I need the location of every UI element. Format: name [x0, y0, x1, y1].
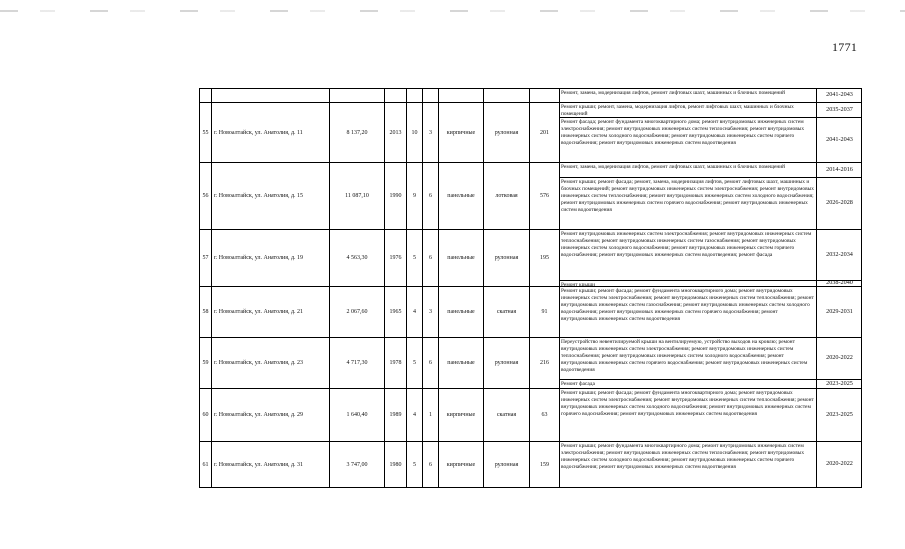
works-description: Ремонт фасада; ремонт фундамента многоквартирного дома; ремонт внутридомовых инженерных систем электроснабжения; ремонт внутридомовых инженерных систем теплоснабжения; ремонт внутридомовых инженерных систем холодного водоснабжения; ремонт внутридомовых инженерных систем горячего водоснабжения; ремонт внутридомовых инженерных систем водоотведения [560, 118, 817, 163]
address-cell: г. Новоалтайск, ул. Анатолия, д. 21 [212, 287, 330, 338]
works-description: Ремонт крыши; ремонт фундамента многоквартирного дома; ремонт внутридомовых инженерных систем электроснабжения; ремонт внутридомовых инженерных систем теплоснабжения; ремонт внутридомовых инженерных систем холодного водоснабжения; ремонт внутридомовых инженерных систем горячего водоснабжения; ремонт внутридомовых инженерных систем водоотведения [560, 442, 817, 487]
works-period: 2041-2043 [817, 118, 862, 163]
year-cell: 1989 [385, 389, 407, 442]
works-period: 2029-2031 [817, 287, 862, 338]
apartments-cell: 195 [530, 230, 560, 287]
address-cell: г. Новоалтайск, ул. Анатолия, д. 19 [212, 230, 330, 287]
apartments-cell: 201 [530, 103, 560, 163]
row-number: 56 [200, 163, 212, 230]
entrances-cell: 6 [423, 163, 439, 230]
row-number [200, 89, 212, 103]
area-cell: 4 717,30 [330, 338, 385, 389]
apartments-cell: 576 [530, 163, 560, 230]
roof-cell: рулонная [484, 230, 530, 287]
works-description: Ремонт фасада [560, 380, 817, 389]
works-period: 2038-2040 [817, 281, 862, 287]
year-cell: 2013 [385, 103, 407, 163]
row-number: 61 [200, 442, 212, 487]
floors-cell: 5 [407, 338, 423, 389]
entrances-cell [423, 89, 439, 103]
apartments-cell: 91 [530, 287, 560, 338]
works-description: Ремонт, замена, модернизация лифтов, ремонт лифтовых шахт, машинных и блочных помещений [560, 163, 817, 178]
address-cell [212, 89, 330, 103]
roof-cell [484, 89, 530, 103]
area-cell [330, 89, 385, 103]
entrances-cell: 3 [423, 287, 439, 338]
year-cell: 1980 [385, 442, 407, 487]
floors-cell: 5 [407, 230, 423, 287]
works-period: 2023-2025 [817, 389, 862, 442]
floors-cell: 4 [407, 389, 423, 442]
scan-artifact [0, 10, 905, 12]
works-period: 2014-2016 [817, 163, 862, 178]
works-period: 2023-2025 [817, 380, 862, 389]
repair-schedule-table [199, 88, 862, 488]
works-description: Переустройство невентилируемой крыши на вентилируемую, устройство выходов на кровлю; ремонт внутридомовых инженерных систем электроснабжения; ремонт внутридомовых инженерных систем теплоснабжения; ремонт внутридомовых инженерных систем холодного водоснабжения; ремонт внутридомовых инженерных систем горячего водоснабжения; ремонт внутридомовых инженерных систем водоотведения [560, 338, 817, 380]
walls-cell: кирпичные [439, 442, 484, 487]
address-cell: г. Новоалтайск, ул. Анатолия, д. 23 [212, 338, 330, 389]
works-period: 2032-2034 [817, 230, 862, 281]
apartments-cell: 159 [530, 442, 560, 487]
row-number: 59 [200, 338, 212, 389]
address-cell: г. Новоалтайск, ул. Анатолия, д. 31 [212, 442, 330, 487]
works-period: 2035-2037 [817, 103, 862, 118]
apartments-cell [530, 89, 560, 103]
apartments-cell: 216 [530, 338, 560, 389]
address-cell: г. Новоалтайск, ул. Анатолия, д. 11 [212, 103, 330, 163]
entrances-cell: 6 [423, 230, 439, 287]
area-cell: 4 563,30 [330, 230, 385, 287]
entrances-cell: 1 [423, 389, 439, 442]
roof-cell: лотковая [484, 163, 530, 230]
year-cell: 1978 [385, 338, 407, 389]
area-cell: 11 087,10 [330, 163, 385, 230]
area-cell: 3 747,00 [330, 442, 385, 487]
roof-cell: рулонная [484, 338, 530, 389]
area-cell: 1 640,40 [330, 389, 385, 442]
entrances-cell: 6 [423, 338, 439, 389]
roof-cell: скатная [484, 287, 530, 338]
works-period: 2020-2022 [826, 460, 853, 468]
walls-cell: панельные [439, 230, 484, 287]
entrances-cell: 6 [423, 442, 439, 487]
works-description: Ремонт крыши; ремонт фасада; ремонт фундамента многоквартирного дома; ремонт внутридомовых инженерных систем электроснабжения; ремонт внутридомовых инженерных систем теплоснабжения; ремонт внутридомовых инженерных систем холодного водоснабжения; ремонт внутридомовых инженерных систем горячего водоснабжения; ремонт внутридомовых инженерных систем водоотведения [560, 389, 817, 442]
floors-cell: 9 [407, 163, 423, 230]
row-number: 57 [200, 230, 212, 287]
roof-cell: рулонная [484, 442, 530, 487]
year-cell [385, 89, 407, 103]
floors-cell: 5 [407, 442, 423, 487]
year-cell: 1976 [385, 230, 407, 287]
row-number: 58 [200, 287, 212, 338]
area-cell: 8 137,20 [330, 103, 385, 163]
walls-cell: кирпичные [439, 103, 484, 163]
floors-cell: 4 [407, 287, 423, 338]
entrances-cell: 3 [423, 103, 439, 163]
floors-cell: 10 [407, 103, 423, 163]
page-number: 1771 [832, 40, 858, 54]
row-number: 60 [200, 389, 212, 442]
area-cell: 2 067,60 [330, 287, 385, 338]
works-description: Ремонт внутридомовых инженерных систем электроснабжения; ремонт внутридомовых инженерных систем теплоснабжения; ремонт внутридомовых инженерных систем газоснабжения; ремонт внутридомовых инженерных систем холодного водоснабжения; ремонт внутридомовых инженерных систем горячего водоснабжения; ремонт внутридомовых инженерных систем водоотведения; ремонт фасада [560, 230, 817, 281]
year-cell: 1990 [385, 163, 407, 230]
walls-cell: панельные [439, 163, 484, 230]
roof-cell: скатная [484, 389, 530, 442]
works-description: Ремонт крыши; ремонт фасада; ремонт, замена, модернизация лифтов, ремонт лифтовых шахт, машинных и блочных помещений; ремонт внутридомовых инженерных систем электроснабжения; ремонт внутридомовых инженерных систем теплоснабжения; ремонт внутридомовых инженерных систем холодного водоснабжения; ремонт внутридомовых инженерных систем горячего водоснабжения; ремонт внутридомовых инженерных систем водоотведения [560, 178, 817, 230]
works-description: Ремонт крыши [560, 281, 817, 287]
works-description: Ремонт, замена, модернизация лифтов, ремонт лифтовых шахт, машинных и блочных помещений [560, 89, 817, 103]
floors-cell [407, 89, 423, 103]
walls-cell [439, 89, 484, 103]
year-cell: 1965 [385, 287, 407, 338]
walls-cell: панельные [439, 338, 484, 389]
walls-cell: кирпичные [439, 389, 484, 442]
address-cell: г. Новоалтайск, ул. Анатолия, д. 29 [212, 389, 330, 442]
works-description: Ремонт крыши; ремонт фасада; ремонт фундамента многоквартирного дома; ремонт внутридомовых инженерных систем электроснабжения; ремонт внутридомовых инженерных систем теплоснабжения; ремонт внутридомовых инженерных систем газоснабжения; ремонт внутридомовых инженерных систем холодного водоснабжения; ремонт внутридомовых инженерных систем горячего водоснабжения; ремонт внутридомовых инженерных систем водоотведения [560, 287, 817, 338]
address-cell: г. Новоалтайск, ул. Анатолия, д. 15 [212, 163, 330, 230]
works-description: Ремонт крыши; ремонт, замена, модернизация лифтов, ремонт лифтовых шахт, машинных и блочных помещений [560, 103, 817, 118]
works-period: 2041-2043 [817, 89, 862, 103]
works-period: 2026-2028 [817, 178, 862, 230]
works-period: 2020-2022 [817, 338, 862, 380]
walls-cell: панельные [439, 287, 484, 338]
roof-cell: рулонная [484, 103, 530, 163]
apartments-cell: 63 [530, 389, 560, 442]
row-number: 55 [200, 103, 212, 163]
